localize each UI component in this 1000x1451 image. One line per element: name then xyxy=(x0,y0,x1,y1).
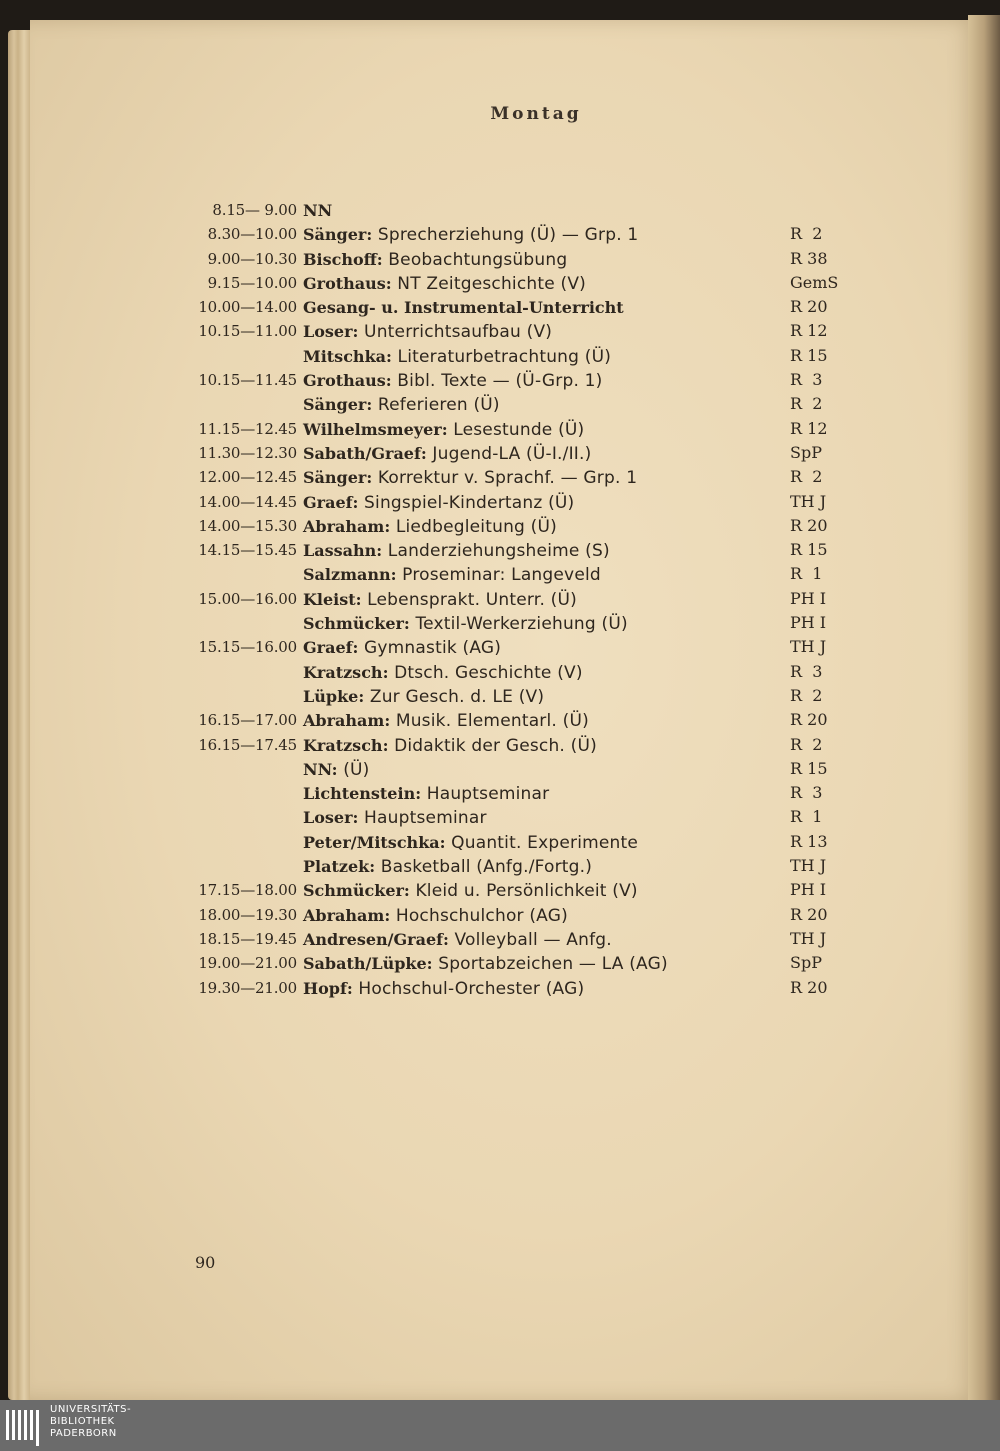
schedule-row xyxy=(160,757,880,781)
lecturer-name: Sabath/Lüpke: xyxy=(303,954,433,974)
course-title: (Ü) xyxy=(337,759,370,780)
time-slot: 18.15—19.45 xyxy=(198,929,297,948)
course-entry xyxy=(303,733,597,758)
course-title: Hochschulchor (AG) xyxy=(390,905,568,926)
course-entry xyxy=(303,611,628,636)
schedule-row xyxy=(160,878,880,902)
lecturer-name: Sänger: xyxy=(303,395,373,415)
course-title: Korrektur v. Sprachf. — Grp. 1 xyxy=(372,468,638,489)
time-slot: 14.00—14.45 xyxy=(198,492,297,511)
time-slot: 19.00—21.00 xyxy=(198,954,297,973)
time-slot: 15.00—16.00 xyxy=(198,589,297,608)
course-title: Didaktik der Gesch. (Ü) xyxy=(388,735,597,756)
course-entry xyxy=(303,319,552,344)
course-entry xyxy=(303,222,638,247)
course-title: Textil-Werkerziehung (Ü) xyxy=(409,614,628,635)
room-code: TH J xyxy=(790,491,827,511)
room-code: R 3 xyxy=(790,370,823,390)
schedule-row xyxy=(160,222,880,246)
lecturer-name: Sabath/Graef: xyxy=(303,443,427,463)
room-code: SpP xyxy=(790,953,822,973)
course-entry xyxy=(303,490,574,515)
time-slot: 14.15—15.45 xyxy=(198,541,297,560)
room-code: GemS xyxy=(790,272,839,292)
course-entry xyxy=(303,878,638,903)
lecturer-name: Platzek: xyxy=(303,857,376,877)
schedule-row xyxy=(160,684,880,708)
schedule-row xyxy=(160,295,880,319)
room-code: R 12 xyxy=(790,321,828,341)
schedule-row xyxy=(160,976,880,1000)
course-entry xyxy=(303,708,589,733)
schedule-row xyxy=(160,830,880,854)
course-entry xyxy=(303,295,624,320)
course-entry xyxy=(303,830,638,855)
time-slot: 9.15—10.00 xyxy=(207,273,297,292)
course-entry xyxy=(303,198,332,223)
lecturer-name: Andresen/Graef: xyxy=(303,929,449,949)
course-title: Lesestunde (Ü) xyxy=(447,419,585,440)
schedule-row xyxy=(160,465,880,489)
schedule-row xyxy=(160,368,880,392)
course-title: Dtsch. Geschichte (V) xyxy=(388,662,583,683)
time-slot: 15.15—16.00 xyxy=(198,638,297,657)
schedule-row xyxy=(160,927,880,951)
time-slot: 8.30—10.00 xyxy=(207,225,297,244)
lecturer-name: Lüpke: xyxy=(303,686,365,706)
schedule-row xyxy=(160,587,880,611)
course-title: Quantit. Experimente xyxy=(445,832,639,853)
schedule-row xyxy=(160,344,880,368)
time-slot: 14.00—15.30 xyxy=(198,516,297,535)
lecturer-name: Lichtenstein: xyxy=(303,784,422,804)
course-title: Bibl. Texte — (Ü-Grp. 1) xyxy=(391,371,603,392)
room-code: R 2 xyxy=(790,224,823,244)
schedule-row xyxy=(160,417,880,441)
course-title: Hochschul-Orchester (AG) xyxy=(352,978,585,999)
room-code: R 20 xyxy=(790,515,828,535)
binding-shadow xyxy=(968,15,1000,1405)
library-logo-icon xyxy=(4,1406,44,1446)
schedule-row xyxy=(160,708,880,732)
lecturer-name: Abraham: xyxy=(303,516,391,536)
course-entry xyxy=(303,684,544,709)
schedule-row xyxy=(160,538,880,562)
time-slot: 10.00—14.00 xyxy=(198,298,297,317)
time-slot: 16.15—17.00 xyxy=(198,711,297,730)
schedule-row xyxy=(160,198,880,222)
library-name-line: BIBLIOTHEK xyxy=(50,1416,115,1427)
room-code: TH J xyxy=(790,928,827,948)
lecturer-name: Schmücker: xyxy=(303,881,410,901)
time-slot: 19.30—21.00 xyxy=(198,978,297,997)
library-footer xyxy=(0,1400,1000,1451)
course-entry xyxy=(303,781,549,806)
room-code: R 38 xyxy=(790,248,828,268)
course-entry xyxy=(303,927,612,952)
room-code: R 1 xyxy=(790,807,823,827)
room-code: SpP xyxy=(790,442,822,462)
course-title: Zur Gesch. d. LE (V) xyxy=(364,686,545,707)
room-code: TH J xyxy=(790,637,827,657)
course-entry xyxy=(303,854,592,879)
lecturer-name: NN xyxy=(303,201,333,220)
course-title: Unterrichtsaufbau (V) xyxy=(358,322,553,343)
course-entry xyxy=(303,368,603,393)
course-entry xyxy=(303,417,584,442)
course-title: Hauptseminar xyxy=(421,784,550,805)
course-title: Kleid u. Persönlichkeit (V) xyxy=(409,881,638,902)
lecturer-name: Graef: xyxy=(303,638,359,658)
room-code: R 20 xyxy=(790,710,828,730)
course-entry xyxy=(303,441,591,466)
course-title: Basketball (Anfg./Fortg.) xyxy=(375,857,593,878)
course-entry xyxy=(303,635,501,660)
course-entry xyxy=(303,562,601,587)
schedule-row xyxy=(160,247,880,271)
room-code: R 15 xyxy=(790,345,828,365)
lecturer-name: Loser: xyxy=(303,808,359,828)
room-code: R 15 xyxy=(790,758,828,778)
lecturer-name: Abraham: xyxy=(303,711,391,731)
course-entry xyxy=(303,757,370,782)
lecturer-name: Grothaus: xyxy=(303,273,392,293)
time-slot: 9.00—10.30 xyxy=(207,249,297,268)
lecturer-name: Kleist: xyxy=(303,589,362,609)
course-title: Gymnastik (AG) xyxy=(358,638,502,659)
lecturer-name: Sänger: xyxy=(303,468,373,488)
schedule-row xyxy=(160,951,880,975)
time-slot: 11.30—12.30 xyxy=(198,443,297,462)
time-slot: 12.00—12.45 xyxy=(198,468,297,487)
course-title: Sprecherziehung (Ü) — Grp. 1 xyxy=(372,225,639,246)
schedule-row xyxy=(160,805,880,829)
schedule-row xyxy=(160,271,880,295)
lecturer-name: Gesang- u. Instrumental-Unterricht xyxy=(303,298,624,318)
time-slot: 18.00—19.30 xyxy=(198,905,297,924)
room-code: R 2 xyxy=(790,734,823,754)
course-title: Proseminar: Langeveld xyxy=(396,565,601,586)
lecturer-name: Lassahn: xyxy=(303,541,383,561)
lecturer-name: Grothaus: xyxy=(303,371,392,391)
room-code: R 20 xyxy=(790,977,828,997)
room-code: R 13 xyxy=(790,831,828,851)
course-title: Jugend-LA (Ü-I./II.) xyxy=(426,443,592,464)
room-code: TH J xyxy=(790,856,827,876)
room-code: R 3 xyxy=(790,661,823,681)
lecturer-name: Kratzsch: xyxy=(303,735,389,755)
library-name-line: UNIVERSITÄTS- xyxy=(50,1404,132,1415)
room-code: PH I xyxy=(790,588,827,608)
time-slot: 10.15—11.00 xyxy=(198,322,297,341)
schedule-row xyxy=(160,903,880,927)
course-title: Liedbegleitung (Ü) xyxy=(390,516,557,537)
lecturer-name: Bischoff: xyxy=(303,249,383,269)
course-title: Literaturbetrachtung (Ü) xyxy=(391,346,612,367)
room-code: R 3 xyxy=(790,783,823,803)
course-entry xyxy=(303,271,586,296)
course-entry xyxy=(303,465,637,490)
schedule-row xyxy=(160,490,880,514)
time-slot: 10.15—11.45 xyxy=(198,371,297,390)
time-slot: 16.15—17.45 xyxy=(198,735,297,754)
lecturer-name: Peter/Mitschka: xyxy=(303,832,446,852)
schedule-row xyxy=(160,660,880,684)
lecturer-name: Wilhelmsmeyer: xyxy=(303,419,448,439)
lecturer-name: Abraham: xyxy=(303,905,391,925)
room-code: R 15 xyxy=(790,540,828,560)
room-code: R 20 xyxy=(790,297,828,317)
lecturer-name: Loser: xyxy=(303,322,359,342)
room-code: R 2 xyxy=(790,685,823,705)
lecturer-name: Schmücker: xyxy=(303,614,410,634)
time-slot: 17.15—18.00 xyxy=(198,881,297,900)
course-title: Lebensprakt. Unterr. (Ü) xyxy=(361,589,577,610)
course-title: NT Zeitgeschichte (V) xyxy=(391,273,587,294)
schedule-row xyxy=(160,781,880,805)
time-slot: 11.15—12.45 xyxy=(198,419,297,438)
schedule-row xyxy=(160,441,880,465)
course-entry xyxy=(303,903,568,928)
course-entry xyxy=(303,514,557,539)
room-code: R 20 xyxy=(790,904,828,924)
page-number: 90 xyxy=(195,1253,216,1272)
course-title: Hauptseminar xyxy=(358,808,487,829)
course-title: Sportabzeichen — LA (AG) xyxy=(432,954,668,975)
lecturer-name: Hopf: xyxy=(303,978,353,998)
course-title: Beobachtungsübung xyxy=(382,249,568,270)
schedule-row xyxy=(160,562,880,586)
course-entry xyxy=(303,951,668,976)
room-code: PH I xyxy=(790,880,827,900)
schedule-row xyxy=(160,319,880,343)
course-title: Referieren (Ü) xyxy=(372,395,500,416)
room-code: R 12 xyxy=(790,418,828,438)
schedule-row xyxy=(160,733,880,757)
course-entry xyxy=(303,392,500,417)
lecturer-name: Salzmann: xyxy=(303,565,397,585)
library-name xyxy=(50,1404,131,1440)
course-title: Musik. Elementarl. (Ü) xyxy=(390,711,589,732)
course-entry xyxy=(303,538,610,563)
library-name-line: PADERBORN xyxy=(50,1428,117,1439)
schedule-row xyxy=(160,854,880,878)
room-code: R 2 xyxy=(790,394,823,414)
course-title: Volleyball — Anfg. xyxy=(448,929,612,950)
lecturer-name: Sänger: xyxy=(303,225,373,245)
course-title: Singspiel-Kindertanz (Ü) xyxy=(358,492,575,513)
schedule-row xyxy=(160,611,880,635)
time-slot: 8.15— 9.00 xyxy=(212,201,297,219)
lecturer-name: Mitschka: xyxy=(303,346,392,366)
course-entry xyxy=(303,976,584,1001)
lecturer-name: Graef: xyxy=(303,492,359,512)
schedule-row xyxy=(160,514,880,538)
page-heading: Montag xyxy=(490,104,582,124)
schedule-row xyxy=(160,635,880,659)
course-entry xyxy=(303,660,583,685)
room-code: R 2 xyxy=(790,467,823,487)
course-entry xyxy=(303,805,487,830)
course-title: Landerziehungsheime (S) xyxy=(382,541,610,562)
lecturer-name: Kratzsch: xyxy=(303,662,389,682)
schedule-row xyxy=(160,392,880,416)
course-entry xyxy=(303,247,567,272)
schedule-table xyxy=(160,198,880,1000)
room-code: R 1 xyxy=(790,564,823,584)
lecturer-name: NN: xyxy=(303,759,338,779)
course-entry xyxy=(303,344,611,369)
course-entry xyxy=(303,587,577,612)
room-code: PH I xyxy=(790,613,827,633)
